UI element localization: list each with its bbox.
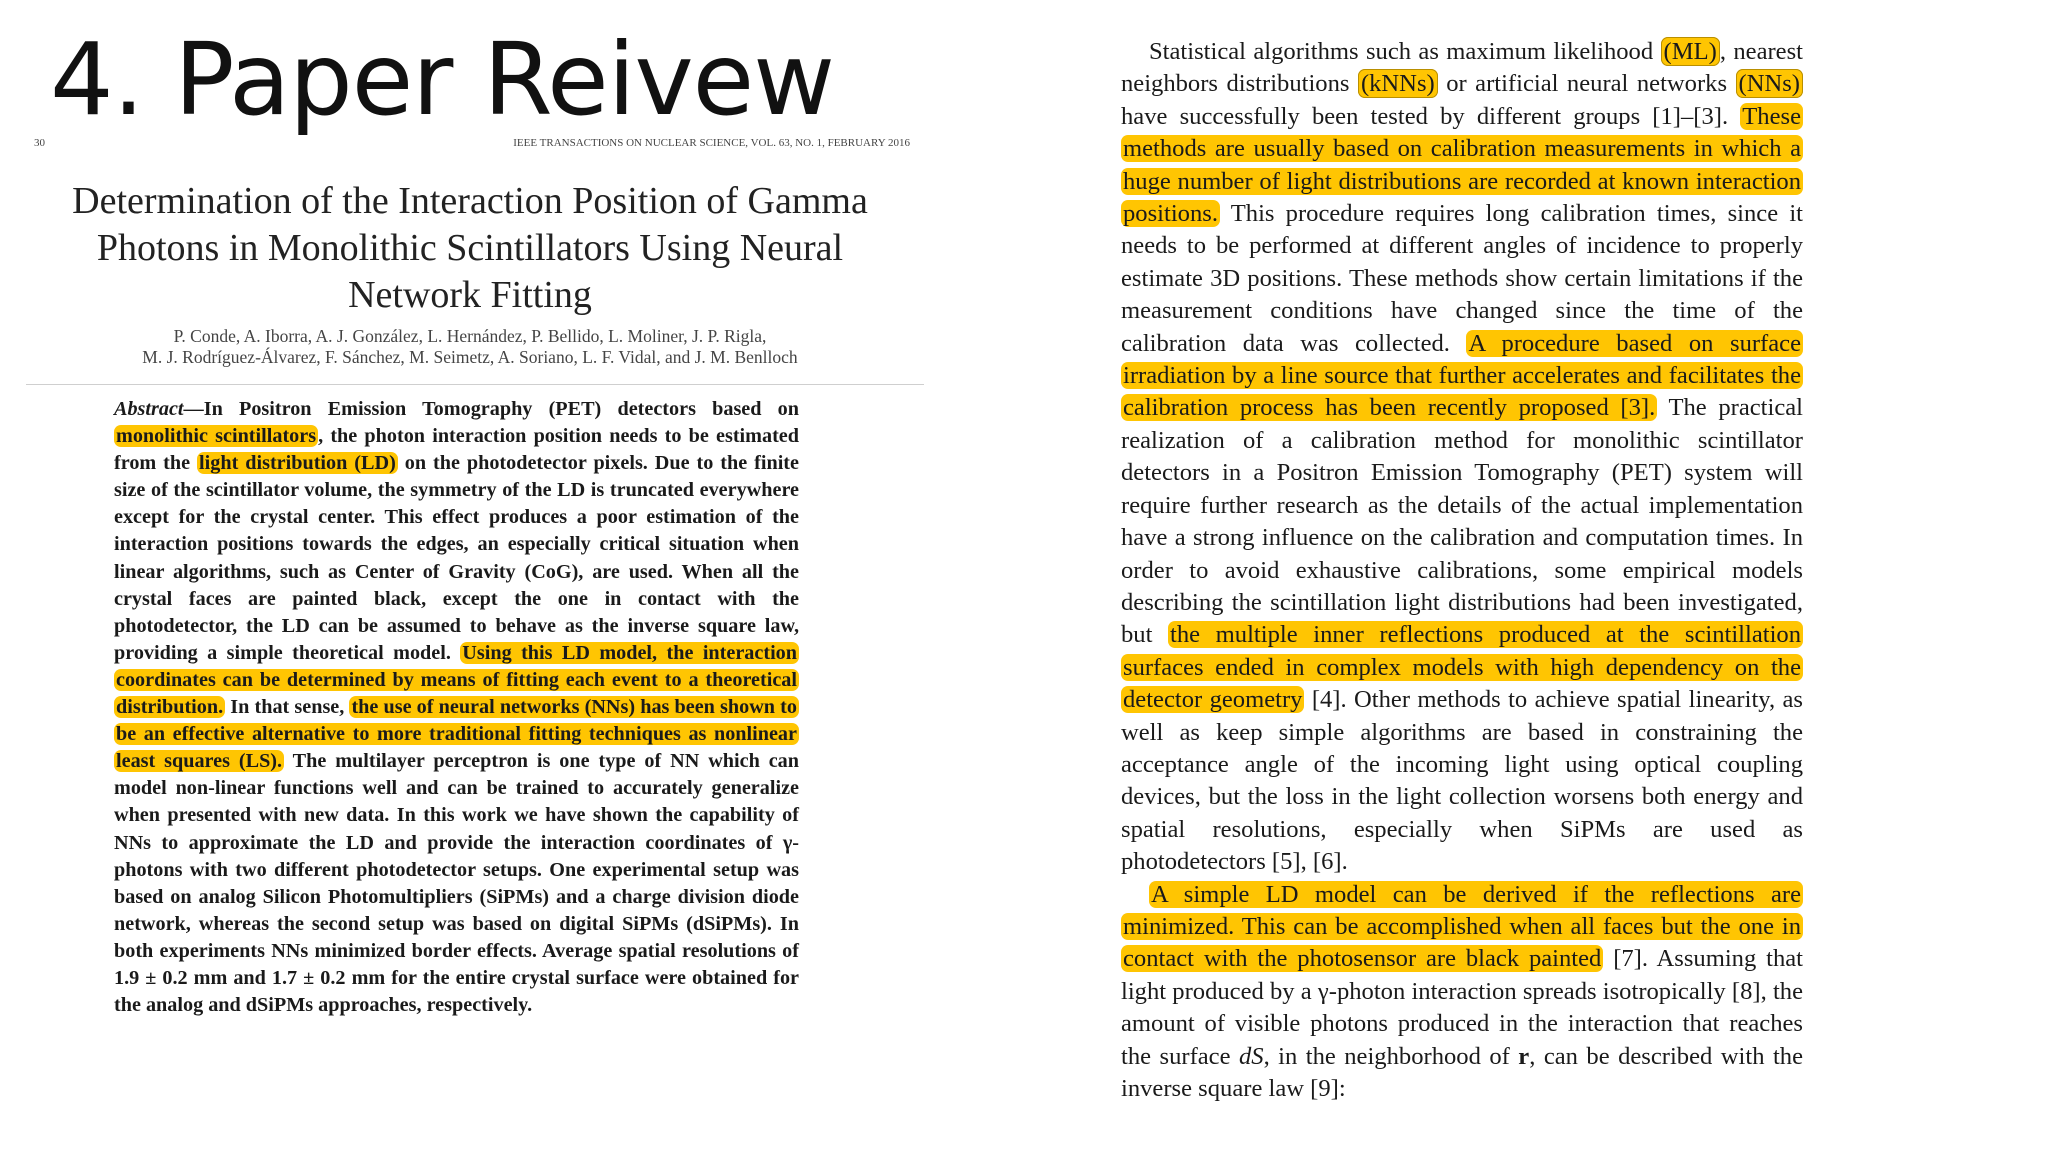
- highlight-light-distribution: light distribution (LD): [199, 452, 396, 475]
- highlight-simple-ld-model: A simple LD model can be derived if the reflections are minimized. This can be accomplished when all faces but the one in contact with the photosensor are black painted: [1123, 880, 1801, 973]
- abstract-text: In that sense,: [225, 696, 350, 719]
- page-number: 30: [34, 137, 45, 149]
- highlight-nns: (NNs): [1736, 69, 1803, 98]
- body-text: The practical realization of a calibration method for monolithic scintillator detectors in a Positron Emission Tomography (PET) system will require further research as the details of the actual implementation have a strong influence on the calibration and computation times. In order to avoid exhaustive calibrations, some empirical models describing the scintillation light distributions had been investigated, but: [1121, 394, 1803, 649]
- body-text: , can be described with the inverse square law [9]:: [1121, 1042, 1804, 1102]
- header-divider: [26, 384, 924, 385]
- highlight-surface-irradiation: A procedure based on surface irradiation by a line source that further accelerates and facilitates the calibration process has been recently proposed [3].: [1123, 329, 1801, 422]
- body-column: [1121, 36, 1803, 1105]
- abstract-text: —In Positron Emission Tomography (PET) detectors based on: [183, 398, 799, 420]
- highlight-neural-networks-alternative: the use of neural networks (NNs) has been shown to be an effective alternative to more traditional fitting techniques as nonlinear least squares (LS).: [116, 696, 797, 773]
- running-header: IEEE TRANSACTIONS ON NUCLEAR SCIENCE, VOL. 63, NO. 1, FEBRUARY 2016: [513, 137, 910, 149]
- authors-line-2: M. J. Rodríguez-Álvarez, F. Sánchez, M. Seimetz, A. Soriano, L. F. Vidal, and J. M. Benlloch: [142, 347, 798, 367]
- highlight-monolithic-scintillators: monolithic scintillators: [116, 425, 317, 448]
- abstract-text: , the photon interaction position needs to be estimated from the: [114, 425, 799, 475]
- body-text: This procedure requires long calibration times, since it needs to be performed at different angles of incidence to properly estimate 3D positions. These methods show certain limitations if the measurement conditions have changed since the time of the calibration data was collected.: [1121, 200, 1803, 357]
- body-text: [7]. Assuming that light produced by a γ-photon interaction spreads isotropically [8], the amount of visible photons produced in the interaction that reaches the surface: [1121, 945, 1803, 1070]
- highlight-calibration-methods: These methods are usually based on calibration measurements in which a huge number of light distributions are recorded at known interaction positions.: [1123, 102, 1801, 228]
- paper-authors: [80, 326, 860, 368]
- body-text: [4]. Other methods to achieve spatial linearity, as well as keep simple algorithms are based in constraining the acceptance angle of the incoming light using optical coupling devices, but the loss in the light collection worsens both energy and spatial resolutions, especially when SiPMs are used as photodetectors [5], [6].: [1121, 686, 1803, 876]
- abstract-lead: Abstract: [114, 398, 184, 420]
- body-text: or artificial neural networks: [1437, 70, 1736, 98]
- paper-title: Determination of the Interaction Position of Gamma Photons in Monolithic Scintillators Using Neural Network Fitting: [72, 180, 868, 316]
- body-text: , nearest neighbors distributions: [1121, 38, 1803, 98]
- abstract: [114, 396, 799, 1019]
- symbol-r: r: [1518, 1042, 1530, 1070]
- body-text: Statistical algorithms such as maximum likelihood: [1149, 38, 1661, 65]
- highlight-ml: (ML): [1661, 37, 1720, 66]
- body-paragraph-1: [1121, 36, 1803, 879]
- symbol-ds: dS: [1238, 1042, 1264, 1070]
- slide-title: 4. Paper Reivew: [50, 21, 834, 138]
- body-paragraph-2: [1121, 879, 1803, 1106]
- highlight-knns: (kNNs): [1358, 69, 1438, 98]
- highlight-inner-reflections: the multiple inner reflections produced at the scintillation surfaces ended in complex models with high dependency on the detector geometry: [1123, 621, 1801, 714]
- body-text: , in the neighborhood of: [1263, 1042, 1519, 1070]
- body-text: have successfully been tested by different groups [1]–[3].: [1121, 102, 1741, 130]
- abstract-text: on the photodetector pixels. Due to the finite size of the scintillator volume, the symmetry of the LD is truncated everywhere except for the crystal center. This effect produces a poor estimation of the interaction positions towards the edges, an especially critical situation when linear algorithms, such as Center of Gravity (CoG), are used. When all the crystal faces are painted black, except the one in contact with the photodetector, the LD can be assumed to behave as the inverse square law, providing a simple theoretical model.: [114, 452, 799, 664]
- authors-line-1: P. Conde, A. Iborra, A. J. González, L. Hernández, P. Bellido, L. Moliner, J. P. Rigla,: [173, 326, 767, 346]
- abstract-text: The multilayer perceptron is one type of NN which can model non-linear functions well and can be trained to accurately generalize when presented with new data. In this work we have shown the capability of NNs to approximate the LD and provide the interaction coordinates of γ-photons with two different photodetector setups. One experimental setup was based on analog Silicon Photomultipliers (SiPMs) and a charge division diode network, whereas the second setup was based on digital SiPMs (dSiPMs). In both experiments NNs minimized border effects. Average spatial resolutions of 1.9 ± 0.2 mm and 1.7 ± 0.2 mm for the entire crystal surface were obtained for the analog and dSiPMs approaches, respectively.: [114, 750, 799, 1017]
- highlight-ld-model-fitting: Using this LD model, the interaction coordinates can be determined by means of fitting each event to a theoretical distribution.: [116, 641, 797, 719]
